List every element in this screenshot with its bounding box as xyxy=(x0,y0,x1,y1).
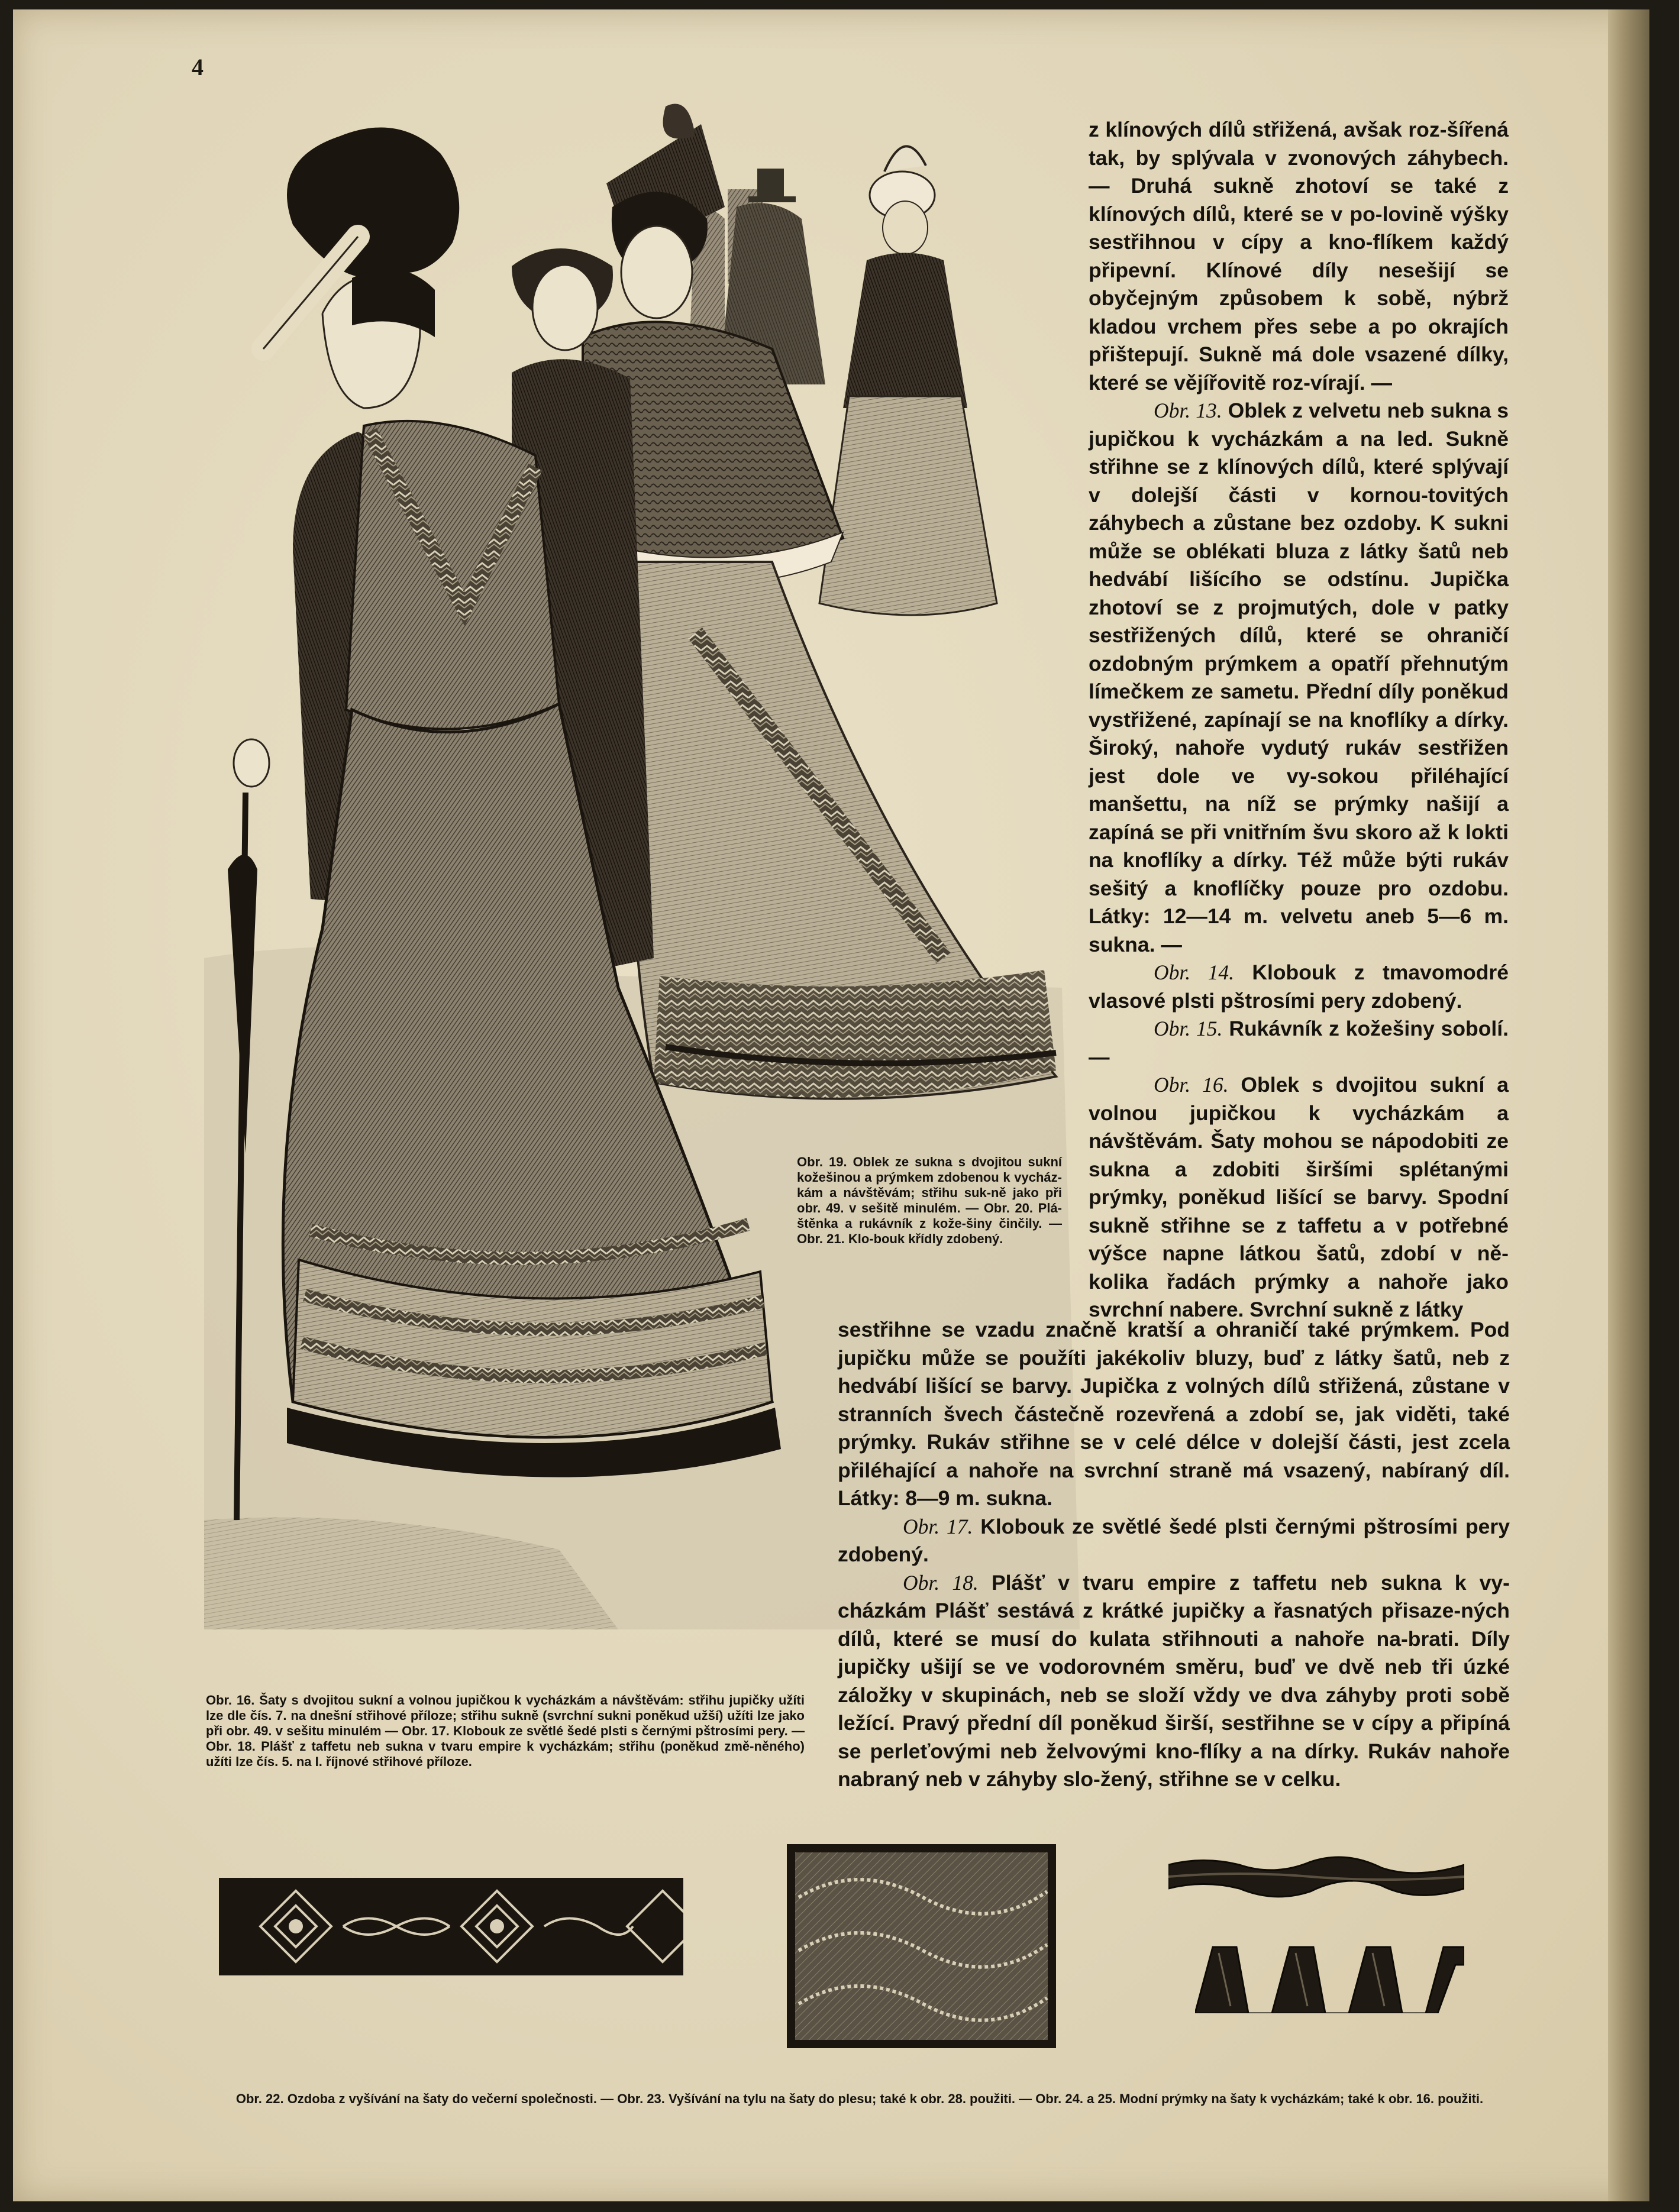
trim-ribbon-obr-24 xyxy=(1168,1850,1464,1903)
caption-obr-22: Obr. 22. Ozdoba z vyšívání na šaty do večerní společnosti. — Obr. 23. Vyšívání na tylu na šaty do plesu; také k obr. 28. použiti. — Obr. 24. a 25. Modní prýmky na šaty k vycházkám; také k obr. 16. použiti. xyxy=(235,2091,1484,2106)
trim-zigzag-obr-25 xyxy=(1195,1929,1464,2013)
paragraph-text: Klobouk ze světlé šedé plsti černými pštrosími pery zdobený. xyxy=(838,1514,1510,1566)
caption-obr-16: Obr. 16. Šaty s dvojitou sukní a volnou jupičkou k vycházkám a návštěvám: střihu jupičky užíti lze dle čís. 7. na dnešní střihové příloze; střihu sukně (svrchní sukni poněkud užší) užíti lze jako při obr. 49. v sešitu minulém — Obr. 17. Klobouk ze světlé šedé plsti s černými pštrosími pery. — Obr. 18. Plášť z taffetu neb sukna v tvaru empire k vycházkám; střihu (poněkud změ-něného) užíti lze čís. 5. na I. říjnové střihové příloze. xyxy=(206,1693,805,1769)
paragraph-text: z klínových dílů střižená, avšak roz-šířená tak, by splývala v zvonových záhybech. — Druhá sukně zhotoví se také z klínových dílů, které se v po-lovině výšky sestřihnou v cípy a kno-flíkem každý připevní. Klínové díly nesešijí se obyčejným způsobem k sobě, nýbrž kladou vrchem přes sebe a po okrajích přištepují. Sukně má dole vsazené dílky, které se vějířovitě roz-vírají. — xyxy=(1089,118,1509,394)
paragraph xyxy=(1089,116,1509,397)
paragraph xyxy=(838,1569,1510,1794)
paragraph-text: Klobouk z tmavomodré vlasové plsti pštrosími pery zdobený. xyxy=(1089,961,1509,1013)
figure-ref: Obr. 18. xyxy=(903,1570,979,1595)
paragraph-text: Oblek s dvojitou sukní a volnou jupičkou k vycházkám a návštěvám. Šaty mohou se nápodobiti ze sukna a zdobiti širšími splétanými prýmky, poněkud lišící se barvy. Spodní sukně střihne se z taffetu a v potřebné výšce napne látkou šatů, zdobí v ně-kolika řadách prýmky a nahoře jako svrchní nabere. Svrchní sukně z látky xyxy=(1089,1073,1509,1321)
paragraph-text: Rukávník z kožešiny sobolí. — xyxy=(1089,1017,1509,1069)
paragraph xyxy=(838,1316,1510,1513)
figure-ref: Obr. 17. xyxy=(903,1514,973,1538)
figure-ref: Obr. 14. xyxy=(1154,961,1234,984)
figure-right-woman xyxy=(819,146,997,615)
paragraph xyxy=(1089,959,1509,1015)
paragraph-text: Oblek z velvetu neb sukna s jupičkou k vycházkám a na led. Sukně střihne se z klínových dílů, které splývají v dolejší části v kornou-tovitých záhybech a zůstane bez ozdoby. K sukni může se oblékati bluza z látky šatů neb hedvábí lišícího se odstínu. Jupička zhotoví se z projmutých, dole v patky sestřižených dílů, které se ohraničí ozdobným prýmkem a opatří přehnutým límečkem ze sametu. Přední díly poněkud vystřižené, zapínají se na knoflíky a dírky. Široký, nahoře vydutý rukáv sestřižen jest dole ve vy-sokou přiléhající manšettu, na níž se prýmky našijí a zapíná se při vnitřním švu skoro až k lokti na knoflíky a dírky. Též může býti rukáv sešitý a knoflíčky pouze pro ozdobu. Látky: 12—14 m. velvetu aneb 5—6 m. sukna. — xyxy=(1089,399,1509,956)
body-text-right-column xyxy=(1089,116,1509,1324)
paragraph-text: Plášť v tvaru empire z taffetu neb sukna k vy-cházkám Plášť sestává z krátké jupičky a řasnatých přisaze-ných dílů, které se musí do kulata střihnouti a nahoře na-brati. Díly jupičky ušijí se ve vodorovném směru, buď ve dvě neb tři úzké záložky v skupinách, neb se složí vždy ve dva záhyby proti sobě ležící. Pravý přední díl poněkud širší, sestřihne se v cípy a připíná se perleťovými neb želvovými kno-flíky a na dírky. Rukáv nahoře nabraný neb v záhyby slo-žený, střihne se v celku. xyxy=(838,1570,1510,1791)
figure-ref: Obr. 16. xyxy=(1154,1073,1229,1097)
paragraph xyxy=(1089,397,1509,959)
embroidery-band-obr-22 xyxy=(219,1878,683,1975)
paragraph xyxy=(838,1513,1510,1569)
tulle-embroidery-obr-23 xyxy=(787,1844,1056,2048)
paragraph-text: sestřihne se vzadu značně kratší a ohraničí také prýmkem. Pod jupičku může se použíti jakékoliv bluzy, buď z látky šatů, neb z hedvábí lišící se barvy. Jupička z volných dílů střižená, zůstane v stranních švech částečně rozevřená a zdobí se, jak viděti, také prýmky. Rukáv střihne se v celé délce v dolejší části, jest zcela přiléhající a nahoře na svrchní straně má vsazený, nabíraný díl. Látky: 8—9 m. sukna. xyxy=(838,1318,1510,1510)
body-text-wide-column xyxy=(838,1316,1510,1794)
paragraph xyxy=(1089,1015,1509,1071)
page-spine xyxy=(1608,9,1649,2201)
page-number: 4 xyxy=(192,54,204,80)
figure-ref: Obr. 15. xyxy=(1154,1017,1223,1040)
caption-obr-19: Obr. 19. Oblek ze sukna s dvojitou sukní kožešinou a prýmkem zdobenou k vycház-kám a návštěvám; střihu suk-ně jako při obr. 49. v sešitě minulém. — Obr. 20. Plá-štěnka a rukávník z kože-šiny činčily. — Obr. 21. Klo-bouk křídly zdobený. xyxy=(797,1154,1062,1246)
paragraph xyxy=(1089,1071,1509,1324)
figure-ref: Obr. 13. xyxy=(1154,399,1222,422)
